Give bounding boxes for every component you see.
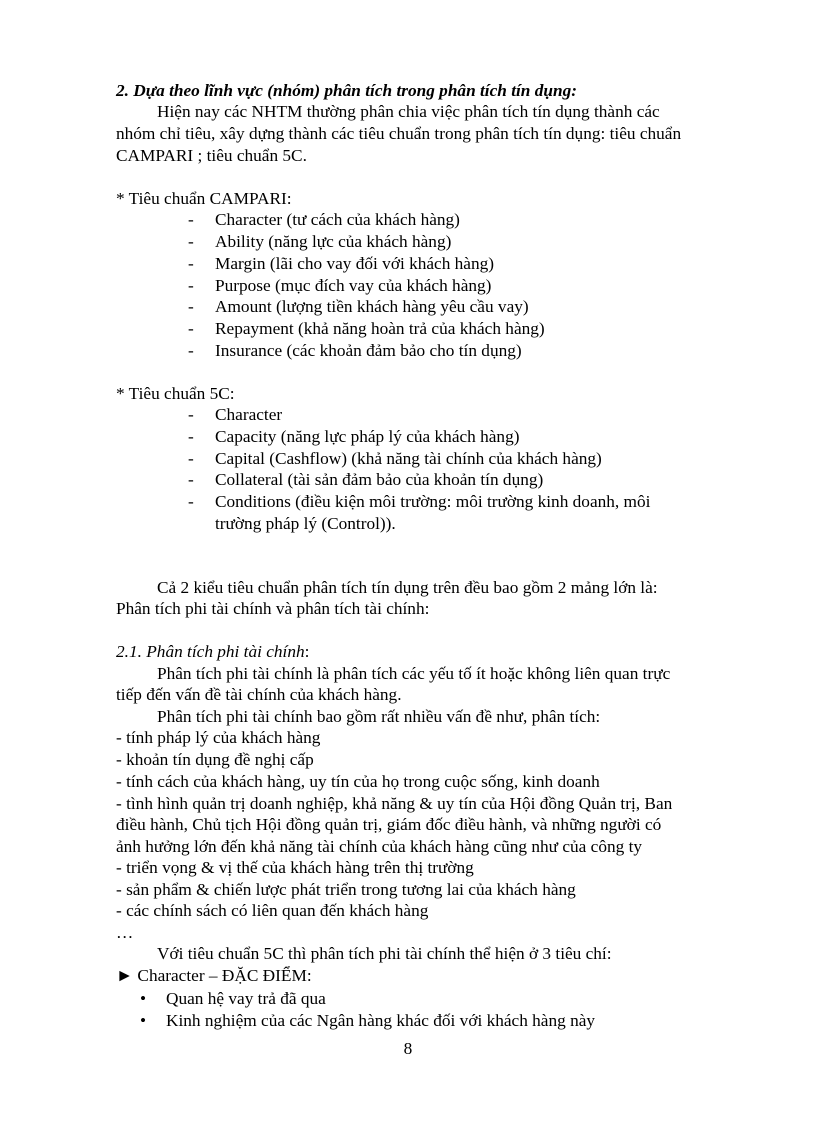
character-heading: ► Character – ĐẶC ĐIỂM: [116, 966, 312, 985]
list-item: - khoản tín dụng đề nghị cấp [116, 750, 314, 769]
summary-line-2: Phân tích phi tài chính và phân tích tài chính: [116, 599, 430, 618]
bullet-item: Kinh nghiệm của các Ngân hàng khác đối với khách hàng này [166, 1011, 596, 1030]
fivec-item: Capacity (năng lực pháp lý của khách hàng) [215, 427, 520, 446]
list-dash: - [188, 449, 194, 468]
paragraph-line: Với tiêu chuẩn 5C thì phân tích phi tài chính thể hiện ở 3 tiêu chí: [157, 944, 612, 963]
bullet-icon: • [140, 1011, 147, 1030]
list-dash: - [188, 276, 194, 295]
campari-item: Purpose (mục đích vay của khách hàng) [215, 276, 492, 295]
fivec-item: Capital (Cashflow) (khả năng tài chính của khách hàng) [215, 449, 602, 468]
intro-line-2: nhóm chỉ tiêu, xây dựng thành các tiêu chuẩn trong phân tích tín dụng: tiêu chuẩn [116, 124, 682, 143]
list-dash: - [188, 341, 194, 360]
list-dash: - [188, 254, 194, 273]
fivec-item-continuation: trường pháp lý (Control)). [215, 514, 396, 533]
campari-item: Character (tư cách của khách hàng) [215, 210, 460, 229]
campari-item: Repayment (khả năng hoàn trả của khách hàng) [215, 319, 545, 338]
list-item: - các chính sách có liên quan đến khách hàng [116, 901, 429, 920]
fivec-item: Character [215, 405, 283, 424]
fivec-item: Collateral (tài sản đảm bảo của khoản tín dụng) [215, 470, 544, 489]
bullet-icon: • [140, 989, 147, 1008]
list-dash: - [188, 492, 194, 511]
intro-line-1: Hiện nay các NHTM thường phân chia việc phân tích tín dụng thành các [157, 102, 660, 121]
fivec-item: Conditions (điều kiện môi trường: môi trường kinh doanh, môi [215, 492, 651, 511]
list-item: - tình hình quản trị doanh nghiệp, khả năng & uy tín của Hội đồng Quản trị, Ban [116, 794, 673, 813]
list-item: điều hành, Chủ tịch Hội đồng quản trị, giám đốc điều hành, và những người có [116, 815, 662, 834]
paragraph-line: tiếp đến vấn đề tài chính của khách hàng. [116, 685, 402, 704]
list-dash: - [188, 405, 194, 424]
subsection-title: 2.1. Phân tích phi tài chính [116, 642, 305, 661]
page-number: 8 [403, 1039, 413, 1058]
campari-title: * Tiêu chuẩn CAMPARI: [116, 189, 292, 208]
campari-item: Insurance (các khoản đảm bảo cho tín dụng) [215, 341, 522, 360]
subsection-heading [116, 641, 309, 662]
summary-line-1: Cả 2 kiểu tiêu chuẩn phân tích tín dụng trên đều bao gồm 2 mảng lớn là: [157, 578, 658, 597]
list-item: - triển vọng & vị thế của khách hàng trên thị trường [116, 858, 474, 877]
bullet-item: Quan hệ vay trả đã qua [166, 989, 326, 1008]
campari-item: Ability (năng lực của khách hàng) [215, 232, 452, 251]
paragraph-line: Phân tích phi tài chính là phân tích các yếu tố ít hoặc không liên quan trực [157, 664, 671, 683]
list-dash: - [188, 297, 194, 316]
list-item: - tính cách của khách hàng, uy tín của họ trong cuộc sống, kinh doanh [116, 772, 600, 791]
list-dash: - [188, 470, 194, 489]
list-item: - tính pháp lý của khách hàng [116, 728, 321, 747]
list-dash: - [188, 427, 194, 446]
intro-line-3: CAMPARI ; tiêu chuẩn 5C. [116, 146, 307, 165]
list-item: ảnh hưởng lớn đến khả năng tài chính của khách hàng cũng như của công ty [116, 837, 643, 856]
ellipsis: … [116, 923, 134, 942]
paragraph-line: Phân tích phi tài chính bao gồm rất nhiều vấn đề như, phân tích: [157, 707, 601, 726]
fivec-title: * Tiêu chuẩn 5C: [116, 384, 235, 403]
subsection-colon: : [304, 642, 310, 661]
list-dash: - [188, 319, 194, 338]
list-item: - sản phẩm & chiến lược phát triển trong tương lai của khách hàng [116, 880, 576, 899]
list-dash: - [188, 210, 194, 229]
section-heading: 2. Dựa theo lĩnh vực (nhóm) phân tích trong phân tích tín dụng: [116, 81, 577, 100]
campari-item: Amount (lượng tiền khách hàng yêu cầu vay) [215, 297, 529, 316]
list-dash: - [188, 232, 194, 251]
campari-item: Margin (lãi cho vay đối với khách hàng) [215, 254, 495, 273]
